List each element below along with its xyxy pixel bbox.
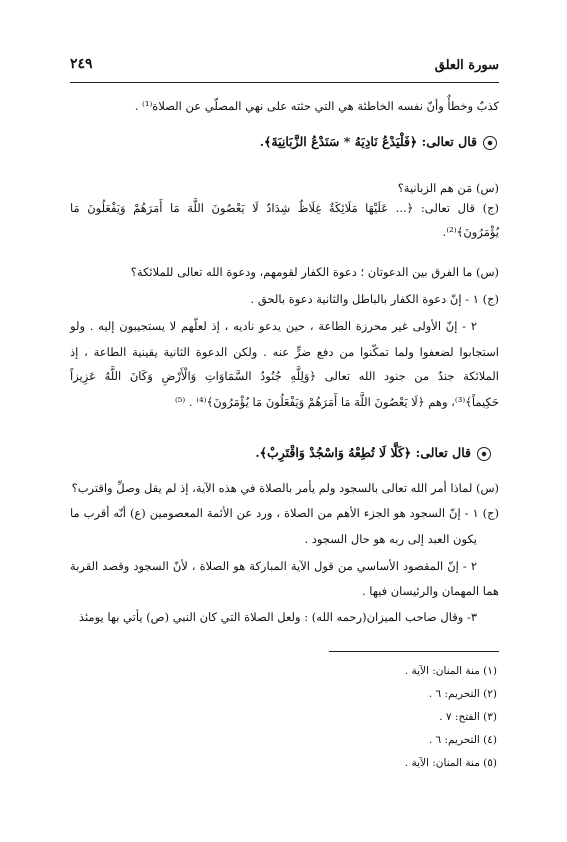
answer-line: (ج) ١ - إنّ السجود هو الجزء الأهم من الصلاة ، ورد عن الأئمة المعصومين (ع) أنّه أقرب ما [70,506,499,520]
footnote: (٤) التحريم: ٦ . [428,734,497,746]
verse-heading [70,134,497,150]
flower-ornament-icon [477,447,491,461]
body-line: يكون العبد إلى ربه هو حال السجود . [304,532,477,546]
footnote: (٥) منة المنان: الآية . [404,757,497,769]
footnote: (٢) التحريم: ٦ . [428,688,497,700]
flower-ornament-icon [483,136,497,150]
verse-heading-text: قال تعالى: ﴿فَلْيَدْعُ نَادِيَهُ * سَنَدْعُ الزَّبَانِيَةَ﴾. [259,134,477,149]
body-line: الملائكة جندٌ من جنود الله تعالى ﴿وَلِلَّهِ جُنُودُ السَّمَاوَاتِ وَالْأَرْضِ وَكَانَ اللَّهُ عَزِيزاً [70,369,499,383]
footnote-separator [329,651,499,652]
footnote: (١) منة المنان: الآية . [404,665,497,677]
body-line: ٢ - إنّ الأولى غير محرزة الطاعة ، حين يدعو ناديه ، إذ لعلّهم لا يستجيبون إليه . ولو [70,319,477,333]
question-line: (س) ما الفرق بين الدعوتان ؛ دعوة الكفار لقومهم، ودعوة الله تعالى للملائكة؟ [130,265,499,279]
footnote: (٣) الفتح: ٧ . [439,711,497,723]
body-line: ٢ - إنّ المقصود الأساسي من قول الآية المباركة هو الصلاة ، لأنّ السجود وقصد القربة [70,559,477,573]
page-number: ٢٤٩ [70,56,93,72]
question-line: (س) لماذا أمر الله تعالى بالسجود ولم يأمر بالصلاة في هذه الآية، إذ لم يقل وصلِّ واقترب؟ [71,481,499,495]
body-line: ٣- وقال صاحب الميزان(رحمه الله) : ولعل الصلاة التي كان النبي (ص) يأتي بها يومئذ [78,610,477,624]
body-line: يُؤْمَرُونَ﴾⁽²⁾. [442,225,499,239]
sura-title: سورة العلق [434,58,499,73]
body-line: كذبٌ وخطأٌ وأنّ نفسه الخاطئة هي التي حثته على نهي المصلّي عن الصلاة⁽¹⁾ . [134,99,499,113]
body-line: استجابوا لضعفوا ولما تمكّنوا من دفع ضرٍّ عنه . ولكن الدعوة الثانية يقينية الطاعة ، إذ [70,345,499,359]
verse-heading-text: قال تعالى: ﴿كَلَّا لَا تُطِعْهُ وَاسْجُدْ وَاقْتَرِبْ﴾. [255,445,471,460]
answer-line: (ج) ١ - إنّ دعوة الكفار بالباطل والثانية دعوة بالحق . [250,292,499,306]
running-header [70,58,499,83]
verse-heading [70,445,491,461]
question-line: (س) مَن هم الزبانية؟ [397,181,499,195]
body-line: هما المهمان والرئيسان فيها . [362,584,499,598]
body-line: حَكِيماً﴾⁽³⁾، وهم ﴿لَا يَعْصُونَ اللَّهَ مَا أَمَرَهُمْ وَيَفْعَلُونَ مَا يُؤْمَرُونَ﴾⁽⁴⁾ . ⁽⁵⁾ [174,395,499,409]
answer-line: (ج) قال تعالى: ﴿... عَلَيْهَا مَلَائِكَةٌ غِلَاظٌ شِدَادٌ لَا يَعْصُونَ اللَّهَ مَا أَمَرَهُمْ وَيَفْعَلُونَ مَا [70,201,499,215]
